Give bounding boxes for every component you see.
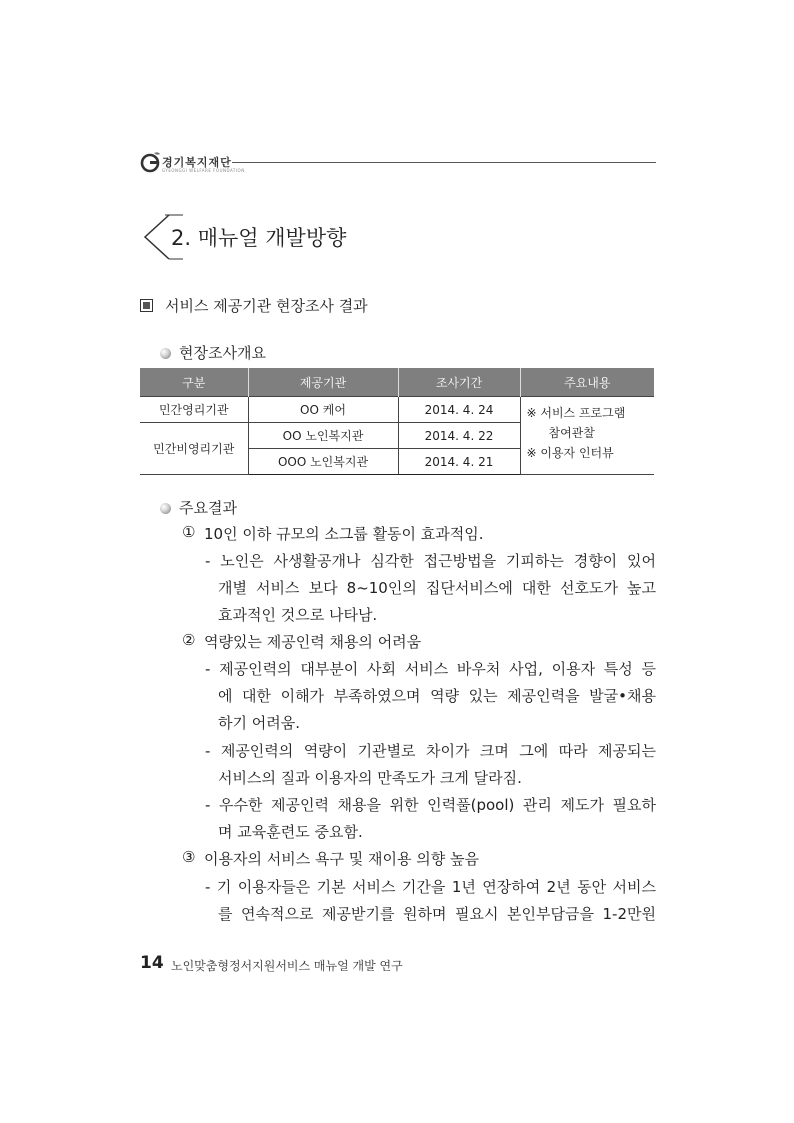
results-title: 주요결과 — [179, 499, 237, 517]
table-row — [140, 397, 654, 423]
section-title: 2. 매뉴얼 개발방향 — [171, 226, 347, 250]
cell-provider: OOO 노인복지관 — [248, 449, 398, 475]
cell-date: 2014. 4. 21 — [398, 449, 520, 475]
org-name-en: GYEONGGI WELFARE FOUNDATION — [162, 168, 245, 173]
item-number: ② — [182, 631, 196, 649]
cell-main-content — [520, 397, 654, 475]
col-header-content: 주요내용 — [520, 368, 654, 397]
cell-provider: OO 노인복지관 — [248, 423, 398, 449]
foundation-logo-icon — [140, 150, 164, 174]
subsection-heading — [140, 295, 368, 316]
cell-date: 2014. 4. 24 — [398, 397, 520, 423]
table-header-row — [140, 368, 654, 397]
ball-bullet-icon — [160, 503, 171, 514]
item-number: ① — [182, 523, 196, 541]
body-line: 서비스의 질과 이용자의 만족도가 크게 달라짐. — [218, 769, 522, 787]
col-header-category: 구분 — [140, 368, 248, 397]
body-line: 며 교육훈련도 중요함. — [218, 823, 363, 841]
overview-title: 현장조사개요 — [179, 344, 266, 362]
body-line: - 우수한 제공인력 채용을 위한 인력풀(pool) 관리 제도가 필요하 — [205, 796, 656, 814]
header-rule — [232, 162, 656, 163]
body-line: - 제공인력의 역량이 기관별로 차이가 크며 그에 따라 제공되는 — [205, 742, 656, 760]
col-header-period: 조사기간 — [398, 368, 520, 397]
body-line: - 기 이용자들은 기본 서비스 기간을 1년 연장하여 2년 동안 서비스 — [205, 878, 656, 896]
results-heading — [160, 497, 237, 518]
subsection-title: 서비스 제공기관 현장조사 결과 — [165, 297, 368, 315]
body-line: 를 연속적으로 제공받기를 원하며 필요시 본인부담금을 1-2만원 — [218, 905, 656, 923]
cell-category: 민간비영리기관 — [140, 423, 248, 475]
item-number: ③ — [182, 848, 196, 866]
page-number: 14 — [140, 953, 164, 973]
note-line: 참여관찰 — [548, 426, 595, 440]
note-line: ※ 이용자 인터뷰 — [526, 446, 614, 460]
cell-category: 민간영리기관 — [140, 397, 248, 423]
running-footer-title: 노인맞춤형정서지원서비스 매뉴얼 개발 연구 — [171, 959, 403, 973]
org-name: 경기복지재단 — [162, 156, 232, 169]
cell-date: 2014. 4. 22 — [398, 423, 520, 449]
square-bullet-icon — [140, 299, 153, 312]
ball-bullet-icon — [160, 348, 171, 359]
body-line: - 제공인력의 대부분이 사회 서비스 바우처 사업, 이용자 특성 등 — [205, 660, 656, 678]
overview-heading — [160, 342, 266, 363]
item-title: 10인 이하 규모의 소그룹 활동이 효과적임. — [204, 525, 484, 543]
survey-overview-table — [140, 368, 654, 475]
body-line: 효과적인 것으로 나타남. — [218, 606, 378, 624]
running-header — [140, 150, 656, 176]
cell-provider: OO 케어 — [248, 397, 398, 423]
item-title: 역량있는 제공인력 채용의 어려움 — [204, 633, 422, 651]
note-line: ※ 서비스 프로그램 — [526, 406, 626, 420]
item-title: 이용자의 서비스 욕구 및 재이용 의향 높음 — [204, 850, 479, 868]
body-line: - 노인은 사생활공개나 심각한 접근방법을 기피하는 경향이 있어 — [205, 552, 656, 570]
body-line: 개별 서비스 보다 8~10인의 집단서비스에 대한 선호도가 높고 — [218, 579, 656, 597]
col-header-provider: 제공기관 — [248, 368, 398, 397]
body-line: 하기 어려움. — [218, 714, 300, 732]
body-line: 에 대한 이해가 부족하였으며 역량 있는 제공인력을 발굴•채용 — [218, 687, 656, 705]
